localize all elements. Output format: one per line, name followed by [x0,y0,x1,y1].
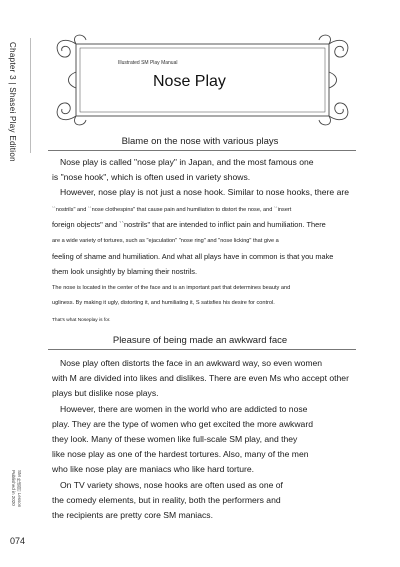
text-line: them look unsightly by blaming their nostrils. [52,266,198,276]
text-line: they look. Many of these women like full-scale SM play, and they [52,434,298,445]
page-title: Nose Play [153,73,226,90]
paragraph [52,316,357,326]
margin-small-print-line: SM 性感帯 Lesson [17,470,22,508]
text-line: That's what Noseplay is for. [52,318,111,323]
text-line: ``nostrils" and ``nose clothespins" that cause pain and humiliation to distort the nose, and ``insert [52,207,292,213]
section-heading: Pleasure of being made an awkward face [112,335,288,346]
text-line: is "nose hook", which is often used in variety shows. [52,172,251,183]
page-number: 074 [10,536,26,546]
margin-small-print-line: Published in 2020 [11,470,16,506]
section-divider [48,349,356,350]
text-line: with M are divided into likes and dislikes. There are even Ms who accept other [52,373,349,384]
text-line: feeling of shame and humiliation. And what all plays have in common is that you make [52,252,334,261]
section-divider [48,150,356,151]
paragraph [52,250,357,280]
paragraph [52,234,357,249]
text-line: ugliness. By making it ugly, distorting it, and humiliating it, S satisfies his desire for control. [52,299,275,306]
text-line: On TV variety shows, nose hooks are often used as one of [60,479,283,490]
text-line: the comedy elements, but in reality, both the performers and [52,494,281,505]
section-heading: Blame on the nose with various plays [121,136,279,147]
text-line: Nose play is called "nose play" in Japan, and the most famous one [60,157,314,167]
text-line: plays but dislike nose plays. [52,388,159,399]
text-line: are a wide variety of tortures, such as "ejaculation" "nose ring" and "nose licking" that give a [52,238,279,244]
page-subtitle: Illustrated SM Play Manual [118,60,178,66]
margin-small-print [10,470,22,507]
text-line: However, there are women in the world who are addicted to nose [60,403,308,414]
text-line: play. They are the type of women who get excited the more awkward [52,418,313,429]
text-line: the recipients are pretty core SM maniacs. [52,510,213,521]
paragraph [52,281,357,310]
paragraph [52,203,357,218]
text-line: However, nose play is not just a nose hook. Similar to nose hooks, there are [60,187,350,198]
paragraph [52,218,357,233]
paragraph [52,155,357,201]
paragraph [52,356,357,523]
text-line: who like nose play are maniacs who like hard torture. [52,464,255,475]
text-line: The nose is located in the center of the face and is an important part that determines beauty and [52,285,291,291]
text-line: foreign objects" and ``nostrils" that are intended to inflict pain and humiliation. There [52,220,326,229]
chapter-label: Chapter 3 | Shasei Play Edition [8,42,17,162]
text-line: like nose play as one of the hardest tortures. Also, many of the men [52,449,309,460]
text-line: Nose play often distorts the face in an awkward way, so even women [60,358,323,368]
